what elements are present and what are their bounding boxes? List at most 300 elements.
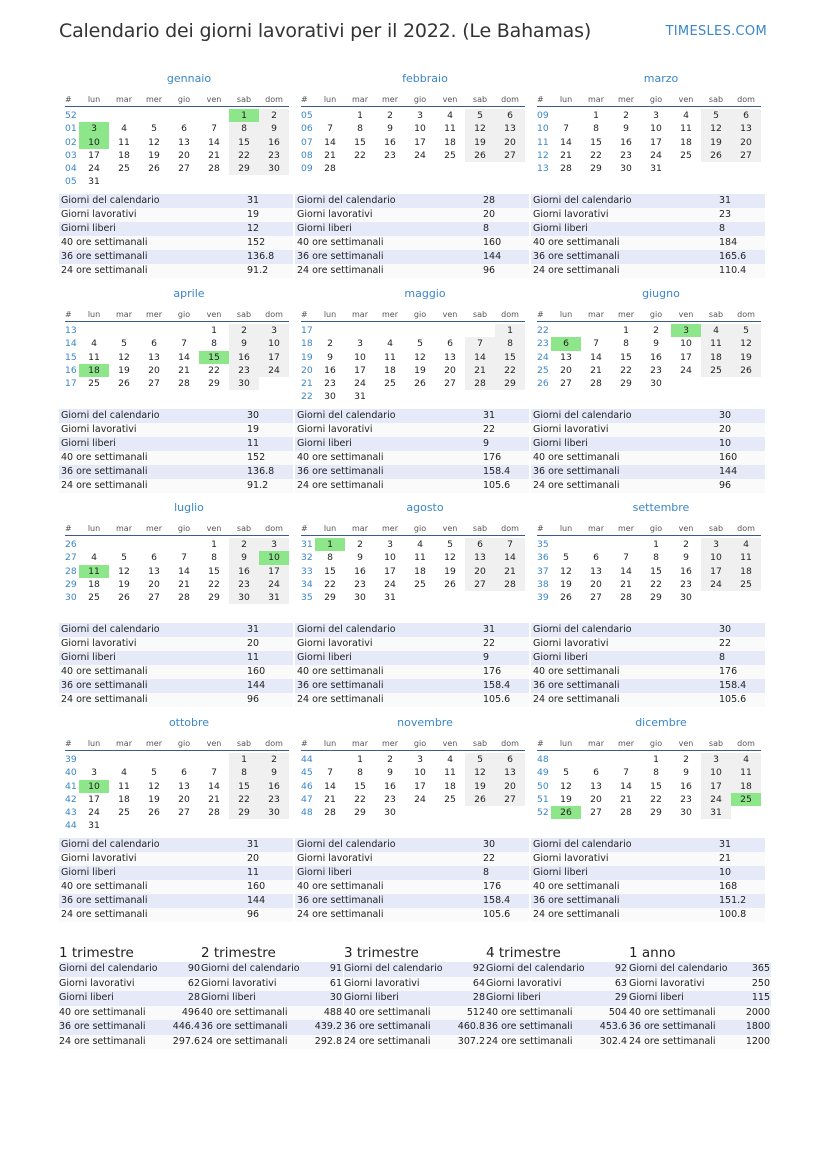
month-stats bbox=[531, 838, 765, 922]
stat-row bbox=[531, 665, 765, 679]
day-cell: 12 bbox=[560, 565, 572, 577]
quarter-row bbox=[629, 977, 771, 992]
day-cell: 25 bbox=[414, 578, 426, 590]
day-cell: 10 bbox=[384, 552, 396, 564]
weekday-header-row bbox=[537, 93, 761, 107]
stat-value: 152 bbox=[247, 237, 266, 248]
day-cell: 6 bbox=[495, 753, 525, 766]
quarter-label: 36 ore settimanali bbox=[201, 1021, 288, 1032]
stat-label: 36 ore settimanali bbox=[61, 466, 148, 477]
weekday-header: ven bbox=[206, 310, 222, 319]
stat-label: Giorni liberi bbox=[297, 223, 352, 234]
day-cell bbox=[435, 806, 465, 819]
week-row bbox=[65, 377, 289, 390]
holiday-day-cell: 26 bbox=[551, 806, 581, 819]
stat-value: 20 bbox=[247, 853, 260, 864]
stat-label: 36 ore settimanali bbox=[61, 251, 148, 262]
day-cell: 23 bbox=[680, 578, 692, 590]
quarter-row bbox=[59, 977, 201, 992]
day-cell: 15 bbox=[229, 136, 259, 149]
quarter-value: 115 bbox=[751, 992, 770, 1003]
quarter-value: 29 bbox=[614, 992, 627, 1003]
day-cell: 4 bbox=[731, 538, 761, 551]
weekday-header: ven bbox=[206, 739, 222, 748]
stat-label: 36 ore settimanali bbox=[533, 895, 620, 906]
week-row bbox=[65, 136, 289, 149]
week-row bbox=[301, 538, 525, 551]
day-cell: 19 bbox=[148, 149, 160, 161]
stat-label: Giorni del calendario bbox=[297, 624, 396, 635]
day-cell: 8 bbox=[495, 337, 525, 350]
day-cell bbox=[259, 819, 289, 832]
stat-row bbox=[59, 894, 293, 908]
day-cell: 16 bbox=[384, 780, 396, 792]
quarter-value: 28 bbox=[472, 992, 485, 1003]
weekday-header: mar bbox=[352, 95, 368, 104]
week-row bbox=[537, 324, 761, 337]
day-cell: 2 bbox=[229, 538, 259, 551]
day-cell: 22 bbox=[229, 149, 259, 162]
quarter-row bbox=[344, 1006, 486, 1021]
day-cell: 30 bbox=[680, 592, 692, 604]
day-cell: 21 bbox=[324, 149, 336, 161]
day-cell: 12 bbox=[148, 780, 160, 792]
stat-row bbox=[295, 194, 529, 208]
weekday-header: sab bbox=[236, 524, 252, 533]
weekday-header: # bbox=[301, 310, 308, 319]
week-number: 44 bbox=[301, 754, 313, 765]
month-grid bbox=[301, 93, 525, 175]
week-row bbox=[65, 766, 289, 779]
day-cell: 7 bbox=[211, 123, 217, 135]
day-cell: 28 bbox=[324, 163, 336, 175]
stat-row bbox=[295, 894, 529, 908]
week-row bbox=[65, 162, 289, 175]
weekday-header-row bbox=[65, 308, 289, 322]
day-cell: 19 bbox=[414, 364, 426, 376]
day-cell: 21 bbox=[178, 578, 190, 590]
stat-row bbox=[59, 423, 293, 437]
day-cell: 3 bbox=[259, 538, 289, 551]
stat-value: 176 bbox=[483, 452, 502, 463]
week-number: 43 bbox=[65, 807, 77, 819]
day-cell: 21 bbox=[208, 793, 220, 805]
day-cell: 11 bbox=[384, 351, 396, 363]
day-cell bbox=[731, 591, 761, 604]
month-stats bbox=[531, 409, 765, 493]
stat-label: Giorni del calendario bbox=[61, 624, 160, 635]
quarter-label: Giorni liberi bbox=[59, 992, 114, 1003]
stat-label: 36 ore settimanali bbox=[297, 895, 384, 906]
weekday-header-row bbox=[301, 522, 525, 536]
weekday-header: dom bbox=[737, 310, 755, 319]
day-cell: 13 bbox=[148, 565, 160, 577]
month-name: aprile bbox=[173, 287, 205, 300]
week-number: 25 bbox=[537, 364, 549, 376]
stat-label: 40 ore settimanali bbox=[533, 666, 620, 677]
day-cell: 31 bbox=[354, 391, 366, 403]
stat-row bbox=[295, 264, 529, 278]
day-cell: 27 bbox=[465, 578, 495, 591]
stat-value: 158.4 bbox=[483, 895, 511, 906]
day-cell: 25 bbox=[384, 378, 396, 390]
day-cell: 3 bbox=[387, 539, 393, 550]
week-row bbox=[65, 565, 289, 578]
stat-row bbox=[531, 194, 765, 208]
day-cell bbox=[465, 806, 495, 819]
week-row bbox=[537, 766, 761, 779]
quarter-row bbox=[486, 977, 628, 992]
day-cell: 23 bbox=[259, 149, 289, 162]
holiday-day-cell: 10 bbox=[259, 551, 289, 564]
day-cell: 6 bbox=[731, 109, 761, 122]
holiday-day-cell: 1 bbox=[229, 109, 259, 122]
day-cell: 19 bbox=[444, 565, 456, 577]
week-number: 52 bbox=[65, 110, 77, 121]
day-cell: 24 bbox=[650, 149, 662, 161]
weekday-header: ven bbox=[442, 95, 458, 104]
weekday-header: dom bbox=[265, 524, 283, 533]
day-cell bbox=[79, 538, 109, 551]
day-cell: 29 bbox=[208, 592, 220, 604]
stat-label: Giorni lavorativi bbox=[533, 853, 609, 864]
stat-label: 36 ore settimanali bbox=[61, 895, 148, 906]
quarter-value: 460.8 bbox=[457, 1021, 485, 1032]
stat-label: 40 ore settimanali bbox=[61, 237, 148, 248]
stat-value: 110.4 bbox=[719, 265, 747, 276]
week-row bbox=[537, 780, 761, 793]
day-cell bbox=[259, 377, 289, 390]
week-number: 47 bbox=[301, 793, 313, 805]
weekday-header: lun bbox=[559, 524, 573, 533]
week-number: 05 bbox=[301, 110, 313, 121]
day-cell: 20 bbox=[178, 149, 190, 161]
quarter-value: 250 bbox=[751, 977, 770, 989]
quarter-value: 1800 bbox=[745, 1021, 770, 1032]
stat-row bbox=[59, 693, 293, 707]
day-cell: 19 bbox=[118, 578, 130, 590]
day-cell: 18 bbox=[701, 351, 731, 364]
week-number: 34 bbox=[301, 578, 313, 590]
stat-value: 96 bbox=[247, 909, 260, 920]
day-cell: 31 bbox=[88, 820, 100, 832]
day-cell: 1 bbox=[495, 324, 525, 337]
day-cell bbox=[405, 806, 435, 819]
day-cell: 11 bbox=[701, 337, 731, 350]
month-grid bbox=[537, 737, 761, 819]
quarter-value: 63 bbox=[614, 977, 627, 989]
quarter-value: 453.6 bbox=[599, 1021, 627, 1032]
day-cell bbox=[345, 324, 375, 337]
stat-value: 22 bbox=[719, 638, 732, 649]
week-row bbox=[301, 337, 525, 350]
weekday-header: gio bbox=[413, 739, 427, 748]
week-row bbox=[65, 753, 289, 766]
stat-label: Giorni liberi bbox=[61, 867, 116, 878]
week-number: 45 bbox=[301, 767, 313, 779]
weekday-header: mar bbox=[352, 739, 368, 748]
day-cell: 11 bbox=[88, 351, 100, 363]
stat-label: 40 ore settimanali bbox=[297, 881, 384, 892]
weekday-header: dom bbox=[501, 95, 519, 104]
day-cell bbox=[109, 324, 139, 337]
quarter-row bbox=[629, 1035, 771, 1050]
stat-label: Giorni lavorativi bbox=[61, 853, 137, 864]
day-cell: 6 bbox=[151, 552, 157, 564]
week-number: 35 bbox=[301, 592, 313, 604]
week-number: 01 bbox=[65, 123, 77, 135]
day-cell: 5 bbox=[563, 767, 569, 779]
day-cell: 30 bbox=[259, 162, 289, 175]
week-number: 48 bbox=[537, 754, 549, 765]
stat-row bbox=[59, 194, 293, 208]
day-cell: 18 bbox=[118, 793, 130, 805]
week-row bbox=[65, 806, 289, 819]
weekday-header: sab bbox=[708, 524, 724, 533]
quarter-value: 1200 bbox=[745, 1035, 770, 1047]
day-cell: 25 bbox=[680, 149, 692, 161]
stat-row bbox=[295, 451, 529, 465]
day-cell: 20 bbox=[560, 364, 572, 376]
day-cell: 8 bbox=[653, 552, 659, 564]
stat-label: Giorni del calendario bbox=[533, 624, 632, 635]
day-cell: 5 bbox=[447, 539, 453, 550]
day-cell: 8 bbox=[327, 552, 333, 564]
day-cell: 14 bbox=[495, 551, 525, 564]
stat-value: 91.2 bbox=[247, 480, 269, 491]
day-cell bbox=[169, 324, 199, 337]
day-cell: 22 bbox=[495, 364, 525, 377]
day-cell bbox=[581, 538, 611, 551]
weekday-header: lun bbox=[559, 95, 573, 104]
stat-value: 31 bbox=[483, 624, 496, 635]
day-cell: 20 bbox=[590, 578, 602, 590]
weekday-header: gio bbox=[649, 739, 663, 748]
day-cell bbox=[139, 175, 169, 188]
day-cell: 23 bbox=[680, 793, 692, 805]
quarter-row bbox=[201, 1035, 343, 1050]
stat-row bbox=[59, 679, 293, 693]
stat-row bbox=[59, 637, 293, 651]
day-cell bbox=[315, 324, 345, 337]
day-cell: 4 bbox=[387, 338, 393, 350]
stat-value: 12 bbox=[247, 223, 260, 234]
day-cell bbox=[79, 109, 109, 122]
week-number: 12 bbox=[537, 149, 549, 161]
day-cell: 14 bbox=[620, 565, 632, 577]
day-cell: 23 bbox=[259, 793, 289, 806]
weekday-header: mer bbox=[381, 739, 398, 748]
week-number: 29 bbox=[65, 578, 77, 590]
week-row bbox=[301, 351, 525, 364]
quarter-value: 439.2 bbox=[314, 1021, 342, 1032]
day-cell bbox=[701, 377, 731, 390]
day-cell: 2 bbox=[387, 754, 393, 765]
day-cell: 3 bbox=[701, 538, 731, 551]
day-cell: 19 bbox=[560, 578, 572, 590]
weekday-header: sab bbox=[236, 95, 252, 104]
day-cell: 3 bbox=[357, 338, 363, 350]
weekday-header: mer bbox=[617, 739, 634, 748]
quarter-label: 40 ore settimanali bbox=[486, 1006, 573, 1018]
weekday-header: # bbox=[65, 739, 72, 748]
stat-value: 20 bbox=[719, 424, 732, 435]
quarter-label: Giorni lavorativi bbox=[201, 977, 277, 989]
month-stats bbox=[531, 194, 765, 278]
day-cell: 29 bbox=[208, 378, 220, 390]
week-number: 09 bbox=[537, 110, 549, 121]
quarter-label: Giorni del calendario bbox=[629, 963, 728, 974]
quarter-label: 36 ore settimanali bbox=[629, 1021, 716, 1032]
day-cell: 15 bbox=[590, 136, 602, 148]
brand-link[interactable]: TIMESLES.COM bbox=[665, 24, 767, 39]
week-row bbox=[537, 149, 761, 162]
day-cell: 27 bbox=[148, 592, 160, 604]
stat-row bbox=[531, 264, 765, 278]
day-cell: 27 bbox=[178, 163, 190, 175]
month-name: ottobre bbox=[168, 716, 210, 729]
quarter-row bbox=[59, 991, 201, 1006]
day-cell: 26 bbox=[414, 378, 426, 390]
month-novembre bbox=[301, 716, 525, 819]
month-name: giugno bbox=[642, 287, 680, 300]
page-title: Calendario dei giorni lavorativi per il 2022. (Le Bahamas) bbox=[59, 20, 592, 42]
week-number: 46 bbox=[301, 780, 313, 792]
stat-row bbox=[531, 838, 765, 852]
day-cell: 5 bbox=[731, 324, 761, 337]
month-name: febbraio bbox=[402, 72, 448, 85]
month-stats bbox=[59, 838, 293, 922]
quarter-rows bbox=[486, 962, 628, 1049]
day-cell: 8 bbox=[229, 122, 259, 135]
stat-label: Giorni liberi bbox=[61, 438, 116, 449]
stat-label: 40 ore settimanali bbox=[533, 237, 620, 248]
quarter-label: 40 ore settimanali bbox=[629, 1006, 716, 1018]
quarter-label: Giorni liberi bbox=[344, 992, 399, 1003]
day-cell bbox=[405, 162, 435, 175]
week-row bbox=[537, 162, 761, 175]
week-number: 22 bbox=[301, 391, 313, 403]
week-number: 21 bbox=[301, 378, 313, 390]
day-cell: 21 bbox=[620, 578, 632, 590]
day-cell bbox=[435, 591, 465, 604]
stat-value: 31 bbox=[247, 624, 260, 635]
month-stats bbox=[59, 409, 293, 493]
week-row bbox=[301, 149, 525, 162]
week-number: 06 bbox=[301, 123, 313, 135]
stat-row bbox=[295, 250, 529, 264]
weekday-header: lun bbox=[87, 524, 101, 533]
day-cell: 24 bbox=[701, 793, 731, 806]
stat-row bbox=[531, 894, 765, 908]
stat-value: 31 bbox=[247, 839, 260, 850]
day-cell: 24 bbox=[414, 149, 426, 161]
quarter-row bbox=[486, 1035, 628, 1050]
day-cell: 13 bbox=[495, 766, 525, 779]
quarter-row bbox=[486, 1006, 628, 1021]
day-cell: 23 bbox=[650, 364, 662, 376]
quarter-label: 24 ore settimanali bbox=[344, 1035, 431, 1047]
day-cell: 15 bbox=[495, 351, 525, 364]
stat-value: 105.6 bbox=[483, 694, 511, 705]
weekday-header: mer bbox=[381, 95, 398, 104]
stat-value: 144 bbox=[247, 680, 266, 691]
day-cell: 21 bbox=[560, 149, 572, 161]
week-number: 49 bbox=[537, 767, 549, 779]
weekday-header-row bbox=[301, 737, 525, 751]
day-cell: 31 bbox=[88, 176, 100, 188]
stat-value: 19 bbox=[247, 209, 260, 220]
week-row bbox=[301, 377, 525, 390]
day-cell: 20 bbox=[465, 565, 495, 578]
day-cell: 24 bbox=[414, 793, 426, 805]
month-febbraio bbox=[301, 72, 525, 175]
weekday-header: mar bbox=[588, 524, 604, 533]
month-name: marzo bbox=[643, 72, 679, 85]
quarter-row bbox=[344, 1020, 486, 1035]
week-number: 39 bbox=[537, 592, 549, 604]
stat-label: Giorni lavorativi bbox=[61, 209, 137, 220]
weekday-header: gio bbox=[413, 310, 427, 319]
week-row bbox=[301, 766, 525, 779]
holiday-day-cell: 10 bbox=[79, 136, 109, 149]
month-giugno bbox=[537, 287, 761, 390]
stat-row bbox=[531, 222, 765, 236]
day-cell: 24 bbox=[88, 807, 100, 819]
stat-value: 20 bbox=[483, 209, 496, 220]
weekday-header: # bbox=[537, 310, 544, 319]
weekday-header: sab bbox=[472, 739, 488, 748]
day-cell: 26 bbox=[444, 578, 456, 590]
quarter-label: Giorni lavorativi bbox=[629, 977, 705, 989]
stat-label: Giorni del calendario bbox=[533, 839, 632, 850]
holiday-day-cell: 18 bbox=[79, 364, 109, 377]
weekday-header: lun bbox=[559, 310, 573, 319]
day-cell: 2 bbox=[683, 539, 689, 550]
quarter-row bbox=[59, 1020, 201, 1035]
weekday-header: dom bbox=[737, 524, 755, 533]
weekday-header: lun bbox=[559, 739, 573, 748]
day-cell: 3 bbox=[259, 324, 289, 337]
day-cell: 9 bbox=[259, 766, 289, 779]
weekday-header: # bbox=[537, 739, 544, 748]
day-cell bbox=[139, 819, 169, 832]
day-cell: 5 bbox=[151, 123, 157, 135]
quarter-label: Giorni liberi bbox=[201, 992, 256, 1003]
day-cell bbox=[611, 753, 641, 766]
weekday-header: # bbox=[65, 95, 72, 104]
weekday-header: ven bbox=[442, 310, 458, 319]
holiday-day-cell: 6 bbox=[551, 337, 581, 350]
stat-value: 21 bbox=[719, 853, 732, 864]
weekday-header: ven bbox=[442, 739, 458, 748]
day-cell: 25 bbox=[701, 364, 731, 377]
day-cell: 6 bbox=[495, 109, 525, 122]
weekday-header: mar bbox=[588, 739, 604, 748]
quarter-value: 302.4 bbox=[599, 1035, 627, 1047]
day-cell bbox=[79, 753, 109, 766]
day-cell: 15 bbox=[620, 351, 632, 363]
day-cell: 13 bbox=[590, 565, 602, 577]
day-cell: 17 bbox=[414, 780, 426, 792]
day-cell: 26 bbox=[465, 793, 495, 806]
day-cell: 28 bbox=[465, 377, 495, 390]
week-row bbox=[65, 364, 289, 377]
day-cell: 1 bbox=[653, 539, 659, 550]
day-cell: 17 bbox=[650, 136, 662, 148]
stat-value: 23 bbox=[719, 209, 732, 220]
day-cell bbox=[551, 538, 581, 551]
